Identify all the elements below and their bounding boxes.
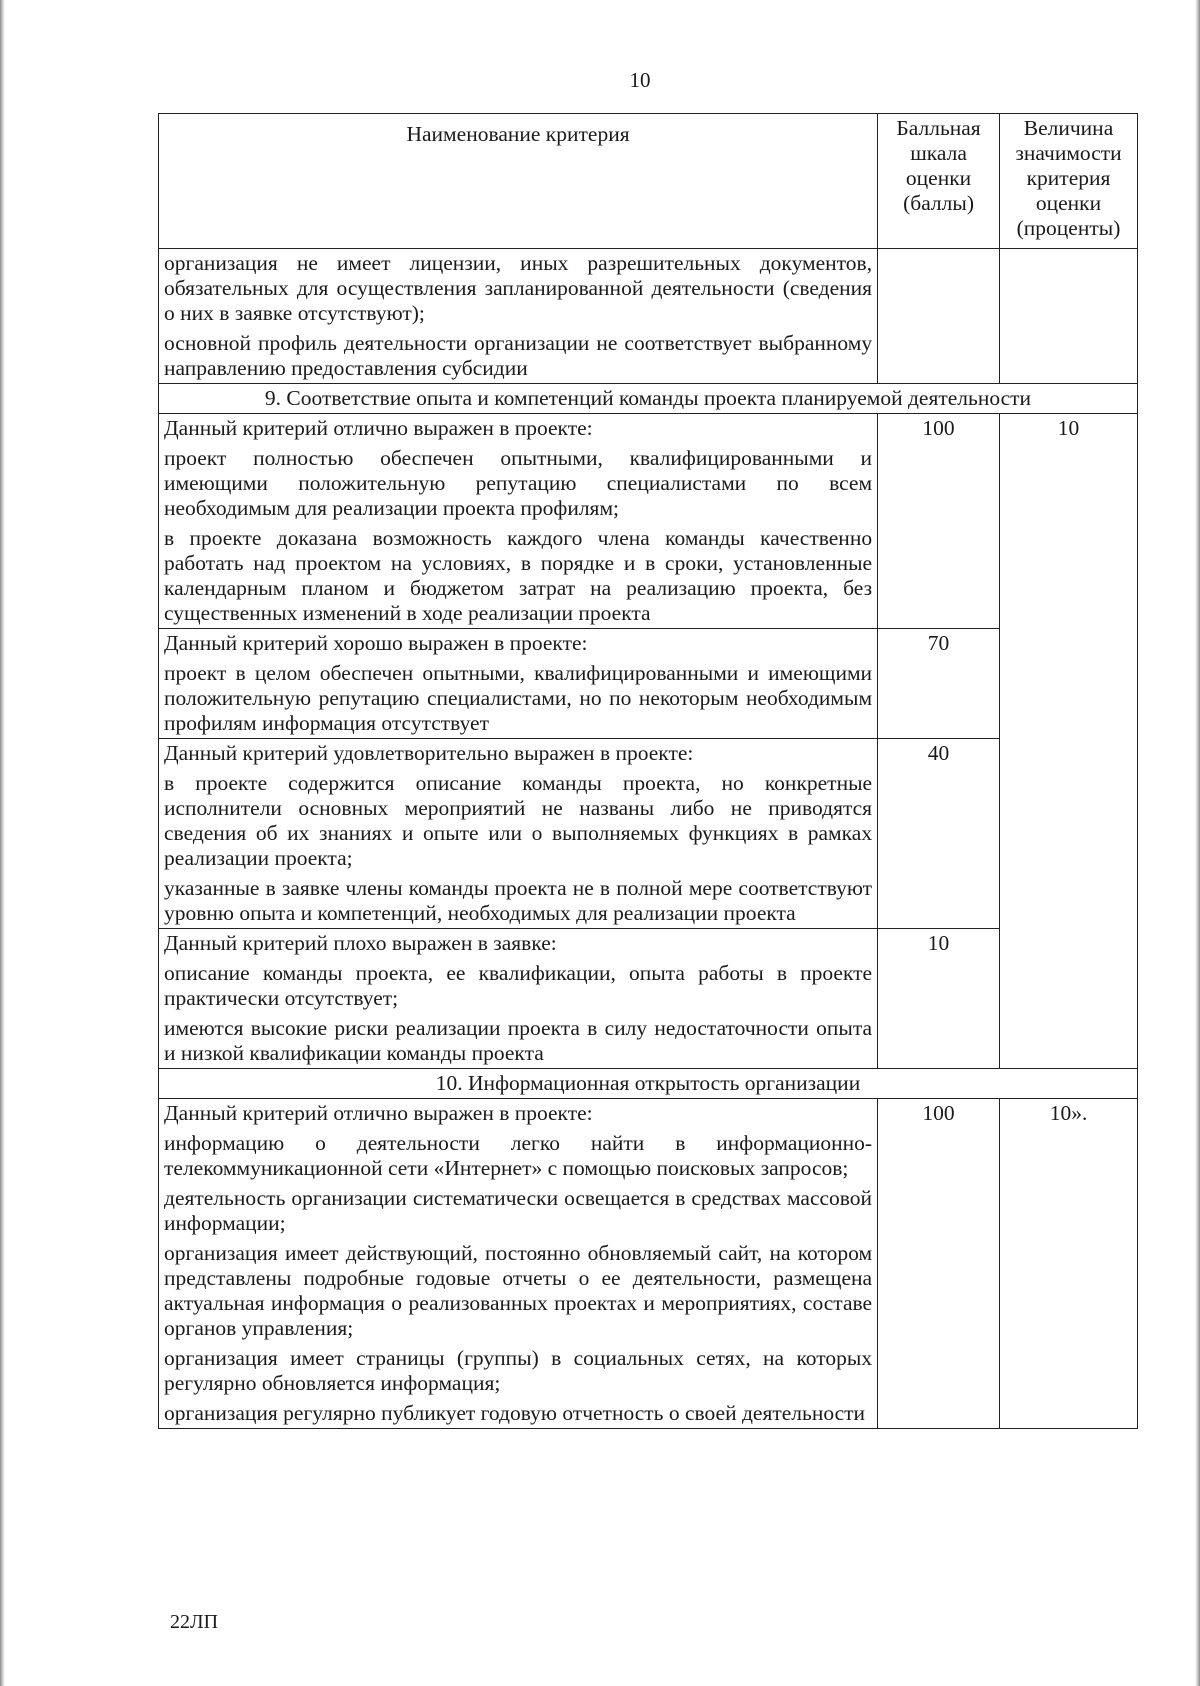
criterion-paragraph: Данный критерий отлично выражен в проекте: — [164, 1101, 593, 1125]
header-scale-line: шкала — [910, 141, 967, 165]
criterion-paragraph: в проекте содержится описание команды проекта, но конкретные исполнители основных мероприятий не названы либо не приводятся сведения об их знаниях и опыте или о выполняемых функциях в рамках реализации проекта; — [164, 771, 873, 870]
weight-cell: 10». — [1000, 1099, 1138, 1429]
document-code: 22ЛП — [170, 1611, 219, 1633]
section-title: 9. Соответствие опыта и компетенций команды проекта планируемой деятельности — [159, 384, 1138, 414]
table-row — [159, 929, 1138, 1069]
header-weight-line: значимости — [1015, 141, 1122, 165]
criterion-text — [159, 414, 878, 629]
weight-cell: 10 — [1000, 414, 1138, 1069]
criterion-paragraph: имеются высокие риски реализации проекта в силу недостаточности опыта и низкой квалификации команды проекта — [164, 1016, 873, 1065]
criterion-paragraph: организация не имеет лицензии, иных разрешительных документов, обязательных для осуществления запланированной деятельности (сведения о них в заявке отсутствуют); — [164, 251, 873, 325]
criterion-paragraph: организация регулярно публикует годовую отчетность о своей деятельности — [164, 1401, 866, 1425]
header-weight-line: критерия — [1026, 166, 1111, 190]
score-cell: 100 — [878, 1099, 1000, 1429]
header-weight-line: оценки — [1035, 191, 1102, 215]
criterion-paragraph: организация имеет действующий, постоянно обновляемый сайт, на котором представлены подробные годовые отчеты о ее деятельности, размещена актуальная информация о реализованных проектах и мероприятиях, составе органов управления; — [164, 1241, 873, 1340]
score-cell: 40 — [878, 739, 1000, 929]
weight-cell — [1000, 249, 1138, 384]
section-title: 10. Информационная открытость организации — [159, 1069, 1138, 1099]
criterion-paragraph: проект полностью обеспечен опытными, квалифицированными и имеющими положительную репутацию специалистами по всем необходимым для реализации проекта профилям; — [164, 446, 873, 520]
table-row — [159, 739, 1138, 929]
criteria-table — [158, 113, 1138, 1429]
criterion-paragraph: указанные в заявке члены команды проекта не в полной мере соответствуют уровню опыта и компетенций, необходимых для реализации проекта — [164, 876, 873, 925]
scan-edge-left — [0, 0, 5, 1686]
score-cell — [878, 249, 1000, 384]
score-cell: 100 — [878, 414, 1000, 629]
criterion-paragraph: Данный критерий удовлетворительно выражен в проекте: — [164, 741, 694, 765]
table-row — [159, 1099, 1138, 1429]
criterion-paragraph: Данный критерий отлично выражен в проекте: — [164, 416, 593, 440]
page-number: 10 — [629, 68, 651, 92]
header-weight-line: (проценты) — [1016, 216, 1121, 240]
criterion-text — [159, 929, 878, 1069]
criterion-paragraph: в проекте доказана возможность каждого члена команды качественно работать над проектом на условиях, в порядке и в сроки, установленные календарным планом и бюджетом затрат на реализацию проекта, без существенных изменений в ходе реализации проекта — [164, 526, 873, 625]
criterion-paragraph: проект в целом обеспечен опытными, квалифицированными и имеющими положительную репутацию специалистами, но по некоторым необходимым профилям информация отсутствует — [164, 661, 873, 735]
criterion-paragraph: деятельность организации систематически освещается в средствах массовой информации; — [164, 1186, 873, 1235]
criterion-paragraph: Данный критерий плохо выражен в заявке: — [164, 931, 557, 955]
header-criterion-label: Наименование критерия — [406, 122, 630, 146]
criterion-paragraph: описание команды проекта, ее квалификации, опыта работы в проекте практически отсутствует; — [164, 961, 873, 1010]
criterion-text — [159, 249, 878, 384]
table-row — [159, 249, 1138, 384]
table-header-row — [159, 114, 1138, 249]
criterion-text — [159, 629, 878, 739]
header-criterion — [159, 114, 878, 249]
criterion-text — [159, 739, 878, 929]
table-row — [159, 414, 1138, 629]
header-scale-line: Балльная — [896, 116, 981, 140]
header-scale-line: (баллы) — [903, 191, 974, 215]
header-scale-line: оценки — [905, 166, 972, 190]
scan-edge-right — [1195, 0, 1200, 1686]
criterion-paragraph: основной профиль деятельности организации не соответствует выбранному направлению предоставления субсидии — [164, 331, 873, 380]
section-title-row — [159, 384, 1138, 414]
criterion-text — [159, 1099, 878, 1429]
header-scale — [878, 114, 1000, 249]
score-cell: 10 — [878, 929, 1000, 1069]
header-weight-line: Величина — [1023, 116, 1114, 140]
criterion-paragraph: организация имеет страницы (группы) в социальных сетях, на которых регулярно обновляется информация; — [164, 1346, 873, 1395]
header-weight — [1000, 114, 1138, 249]
score-cell: 70 — [878, 629, 1000, 739]
section-title-row — [159, 1069, 1138, 1099]
criterion-paragraph: Данный критерий хорошо выражен в проекте: — [164, 631, 588, 655]
criterion-paragraph: информацию о деятельности легко найти в информационно-телекоммуникационной сети «Интернет» с помощью поисковых запросов; — [164, 1131, 873, 1180]
table-row — [159, 629, 1138, 739]
